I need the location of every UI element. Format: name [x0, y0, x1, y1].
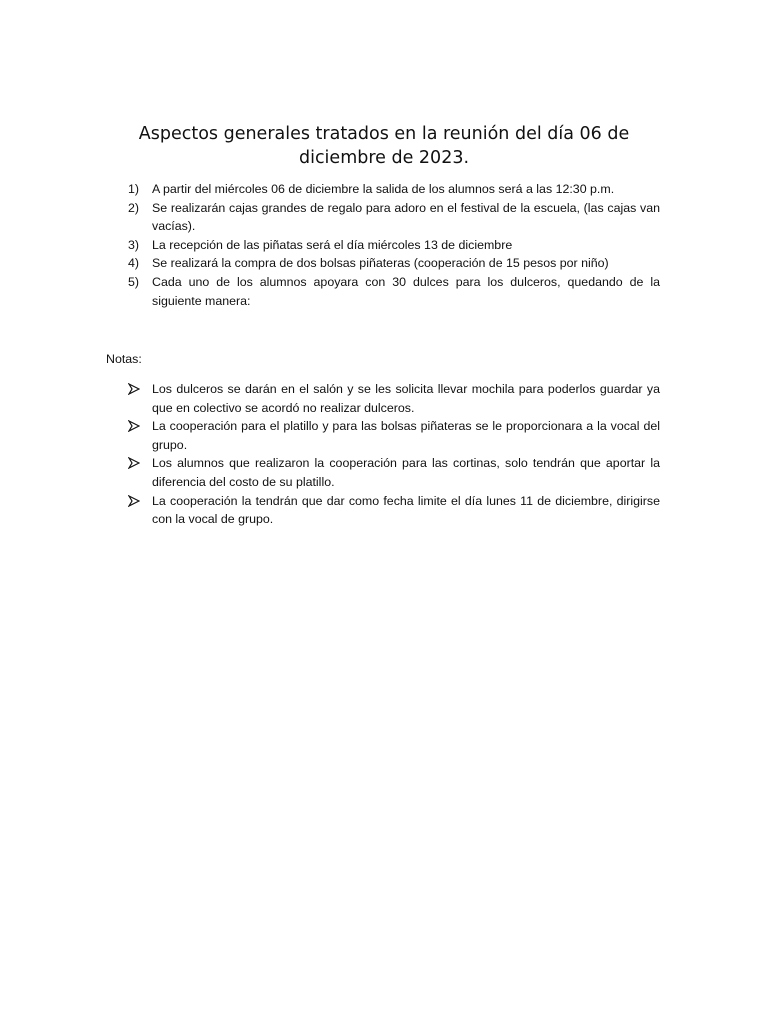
list-item-number: 1) [128, 182, 140, 196]
list-item [128, 199, 660, 236]
list-item-text: Se realizarán cajas grandes de regalo para adoro en el festival de la escuela, (las cajas van vacías). [152, 200, 660, 234]
list-item-text: La recepción de las piñatas será el día miércoles 13 de diciembre [152, 237, 513, 252]
list-item-text: Cada uno de los alumnos apoyara con 30 dulces para los dulceros, quedando de la siguiente manera: [152, 274, 660, 308]
document-title: Aspectos generales tratados en la reunión del día 06 de diciembre de 2023. [138, 124, 630, 168]
notes-heading: Notas: [106, 352, 142, 366]
arrow-bullet-icon [128, 420, 140, 432]
notes-item [152, 380, 660, 417]
arrow-bullet-icon [128, 495, 140, 507]
notes-item-text: Los dulceros se darán en el salón y se les solicita llevar mochila para poderlos guardar ya que en colectivo se acordó no realizar dulceros. [152, 382, 660, 415]
list-item-number: 4) [128, 256, 140, 271]
list-item-number: 3) [128, 237, 140, 252]
notes-list [0, 380, 660, 529]
arrow-bullet-icon [128, 457, 140, 469]
agreements-list [0, 180, 660, 310]
notes-item-text: La cooperación para el platillo y para las bolsas piñateras se le proporcionara a la vocal del grupo. [152, 419, 660, 452]
arrow-bullet-icon [128, 383, 140, 395]
notes-item [152, 492, 660, 529]
notes-item-text: Los alumnos que realizaron la cooperación para las cortinas, solo tendrán que aportar la diferencia del costo de su platillo. [152, 456, 660, 489]
list-item-text: Se realizará la compra de dos bolsas piñateras (cooperación de 15 pesos por niño) [152, 256, 609, 271]
list-item [128, 180, 660, 199]
notes-item [152, 454, 660, 491]
list-item [128, 254, 660, 273]
notes-item [152, 417, 660, 454]
notes-item-text: La cooperación la tendrán que dar como fecha limite el día lunes 11 de diciembre, dirigirse con la vocal de grupo. [152, 493, 660, 527]
list-item-number: 5) [128, 274, 140, 289]
list-item-text: A partir del miércoles 06 de diciembre la salida de los alumnos será a las 12:30 p.m. [152, 182, 615, 196]
list-item-number: 2) [128, 200, 140, 215]
list-item [128, 273, 660, 310]
list-item [128, 236, 660, 255]
